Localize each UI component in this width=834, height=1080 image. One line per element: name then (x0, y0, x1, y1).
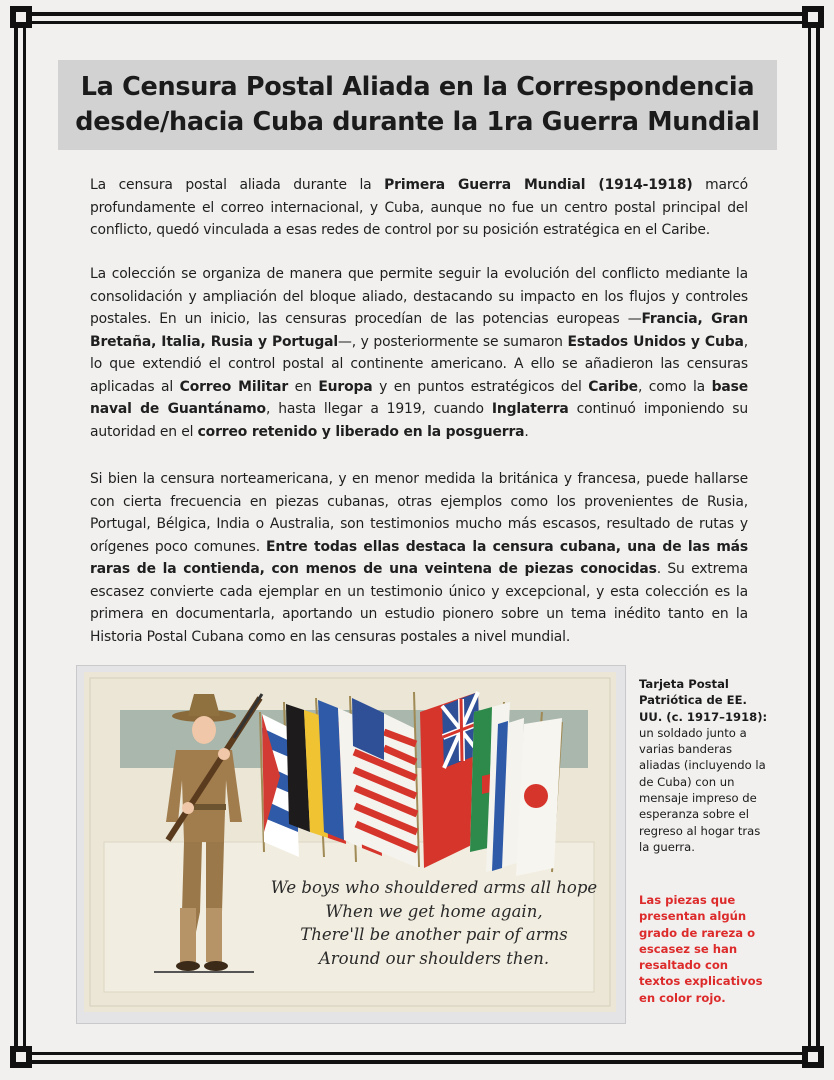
frame-bottom-outer (24, 1060, 810, 1064)
bold-run: Primera Guerra Mundial (1914-1918) (384, 177, 693, 193)
text-run: en (288, 378, 319, 395)
bold-run: Estados Unidos y Cuba (567, 333, 744, 350)
text-run: . Su extrema escasez convierte cada ejemplar en un testimonio único y excepcional, y esta colección es la primera en documentarla, aportando un estudio pionero sobre un tema inédito tanto en la Historia Postal Cubana como en las censuras postales a nivel mundial. (90, 561, 749, 645)
verse-line: We boys who shouldered arms all hope (270, 878, 598, 897)
bold-run: base naval de Guantánamo (90, 378, 749, 417)
text-run: . (524, 423, 529, 440)
frame-bottom-inner (24, 1052, 810, 1055)
text-run: , hasta llegar a 1919, cuando (265, 401, 492, 417)
bold-run: correo retenido y liberado en la posguerra (197, 423, 525, 440)
paragraph-intro (90, 174, 748, 242)
frame-left-outer (14, 24, 18, 1054)
verse-line: When we get home again, (325, 901, 543, 921)
bold-run: Entre todas ellas destaca la censura cubana, una de las más raras de la contienda, con menos de una veintena de piezas conocidas (90, 538, 748, 577)
frame-left-inner (23, 24, 26, 1054)
text-run: —, y posteriormente se sumaron (338, 333, 568, 350)
text-run: Si bien la censura norteamericana, y en menor medida la británica y francesa, puede hallarse con cierta frecuencia en piezas cubanas, otras ejemplos como los provenientes de Rusia, Portugal, Bélgica, India o Australia, son testimonios mucho más escasos, resultado de rutas y orígenes poco comunes. (90, 471, 748, 555)
bold-run: Europa (318, 378, 373, 395)
text-run: marcó profundamente el correo internacional, y Cuba, aunque no fue un centro postal principal del conflicto, quedó vinculada a esas redes de control por su posición estratégica en el Caribe. (90, 177, 748, 238)
text-run: continuó imponiendo su autoridad en el (90, 401, 749, 440)
bold-run: Caribe (588, 378, 638, 395)
title-line-2: desde/hacia Cuba durante la 1ra Guerra Mundial (75, 107, 760, 137)
page-title (75, 70, 759, 140)
caption-heading: Tarjeta Postal Patriótica de EE. UU. (c. 1917–1918): (639, 677, 768, 724)
verse-line: There'll be another pair of arms (300, 925, 568, 944)
text-run: , lo que extendió el control postal al continente americano. A ello se añadieron las censuras aplicadas al (90, 333, 748, 395)
postcard-verse (256, 876, 612, 970)
frame-corner-tr (802, 6, 824, 28)
paragraph-rarity (90, 468, 748, 648)
verse-line: Around our shoulders then. (318, 948, 550, 968)
frame-corner-bl (10, 1046, 32, 1068)
title-line-1: La Censura Postal Aliada en la Correspondencia (80, 72, 755, 102)
frame-corner-tl (10, 6, 32, 28)
text-run: La colección se organiza de manera que permite seguir la evolución del conflicto mediante la consolidación y ampliación del bloque aliado, destacando su impacto en los flujos y controles postales. En un inicio, las censuras procedían de las potencias europeas — (90, 266, 748, 327)
text-run: , como la (637, 378, 712, 395)
bold-run: Correo Militar (179, 378, 289, 395)
frame-corner-br (802, 1046, 824, 1068)
frame-right-inner (808, 24, 811, 1054)
text-run: y en puntos estratégicos del (372, 378, 589, 395)
bold-run: Inglaterra (491, 401, 569, 417)
caption-text: un soldado junto a varias banderas aliadas (incluyendo la de Cuba) con un mensaje impreso de esperanza sobre el regreso al hogar tras la guerra. (639, 725, 766, 854)
bold-run: Francia, Gran Bretaña, Italia, Rusia y Portugal (90, 311, 748, 350)
frame-top-inner (24, 21, 810, 24)
postcard-caption (639, 676, 769, 855)
frame-right-outer (816, 24, 820, 1054)
title-banner (58, 60, 777, 150)
rarity-note: Las piezas que presentan algún grado de rareza o escasez se han resaltado con textos explicativos en color rojo. (639, 893, 763, 1005)
text-run: La censura postal aliada durante la (90, 177, 385, 193)
paragraph-collection (90, 263, 748, 443)
frame-top-outer (24, 12, 810, 16)
